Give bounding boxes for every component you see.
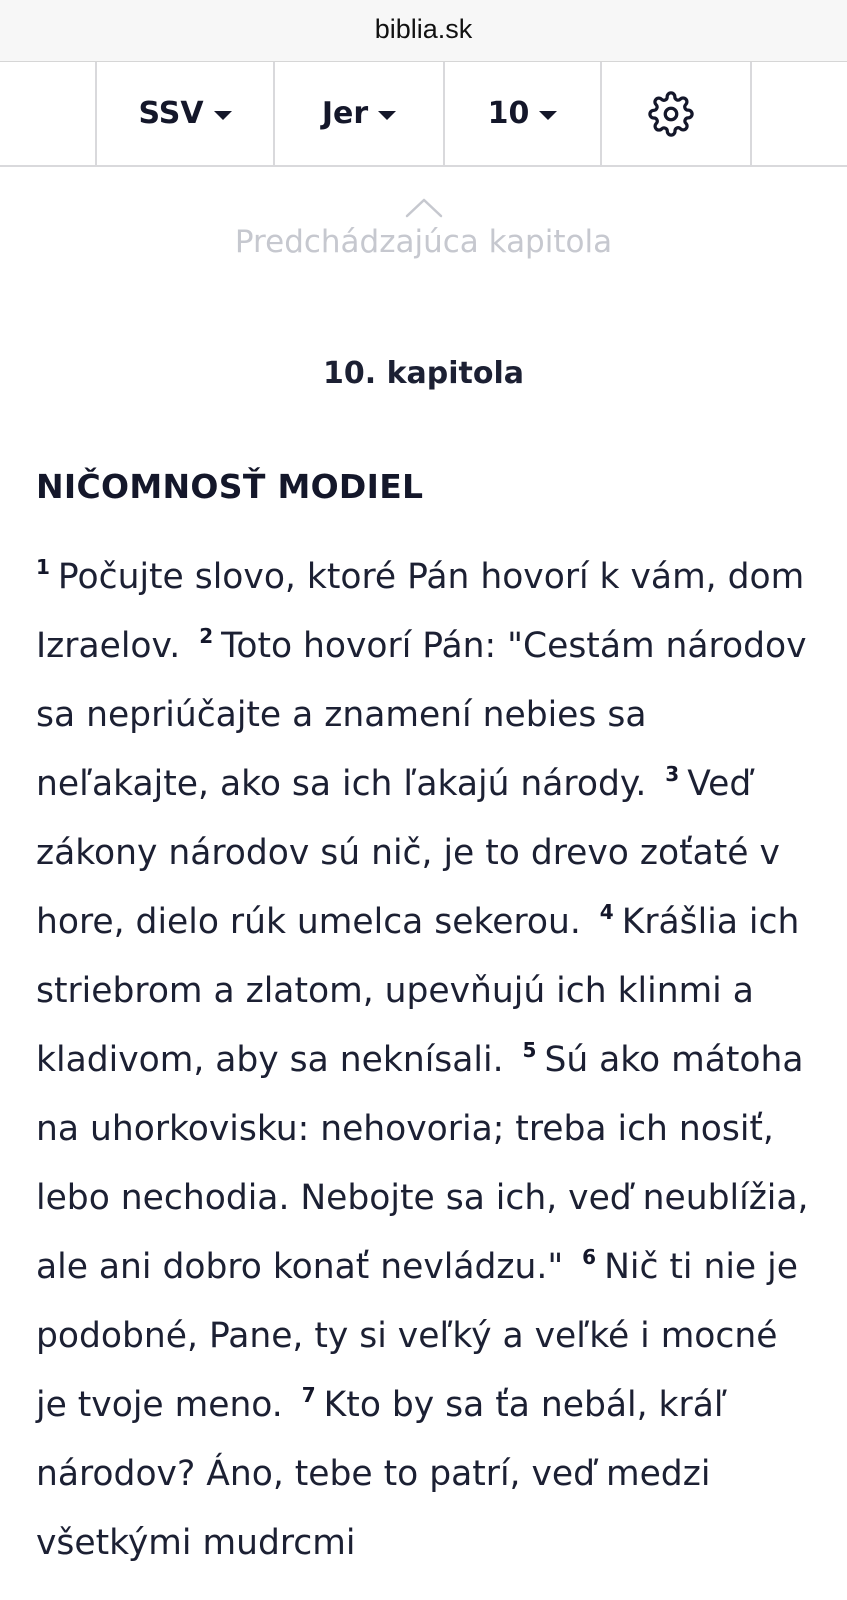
translation-label: SSV: [138, 96, 204, 131]
book-label: Jer: [321, 96, 369, 131]
chapter-title: 10. kapitola: [322, 356, 525, 391]
verse-number[interactable]: 1: [36, 555, 50, 579]
chapter-label: 10: [487, 96, 530, 131]
verse-text: Toto hovorí Pán: "Cestám národov sa nepriúčajte a znamení nebies sa neľakajte, ako sa ich ľakajú národy.: [36, 626, 807, 804]
url-text[interactable]: biblia.sk: [374, 14, 473, 44]
verse-number[interactable]: 7: [301, 1383, 316, 1407]
chapter-text: [36, 543, 816, 1578]
verse-number[interactable]: 3: [665, 762, 680, 786]
verse-number[interactable]: 5: [522, 1038, 537, 1062]
settings-button[interactable]: [600, 62, 740, 165]
previous-chapter-link[interactable]: [0, 196, 847, 286]
caret-down-icon: [378, 111, 396, 120]
translation-selector[interactable]: [95, 62, 273, 165]
verse-text: Krášlia ich striebrom a zlatom, upevňujú ich klinmi a kladivom, aby sa neknísali.: [36, 902, 800, 1080]
verse-text: Nič ti nie je podobné, Pane, ty si veľký a veľké i mocné je tvoje meno.: [36, 1247, 798, 1425]
previous-chapter-label: Predchádzajúca kapitola: [234, 224, 613, 260]
verse-text: Počujte slovo, ktoré Pán hovorí k vám, dom Izraelov.: [36, 557, 805, 666]
book-selector[interactable]: [273, 62, 443, 165]
verse-text: Sú ako mátoha na uhorkovisku: nehovoria; treba ich nosiť, lebo nechodia. Nebojte sa ich, veď neublížia, ale ani dobro konať nevládzu.": [36, 1040, 809, 1287]
gear-icon: [648, 91, 694, 137]
verse-number[interactable]: 4: [599, 900, 614, 924]
caret-down-icon: [214, 111, 232, 120]
chapter-selector[interactable]: [443, 62, 600, 165]
chevron-up-icon: [404, 196, 444, 218]
section-heading: NIČOMNOSŤ MODIEL: [36, 467, 424, 506]
browser-address-bar[interactable]: [0, 0, 847, 62]
verse-text: Kto by sa ťa nebál, kráľ národov? Áno, tebe to patrí, veď medzi všetkými mudrcmi: [36, 1385, 727, 1563]
reader-toolbar: [0, 62, 847, 167]
verse-number[interactable]: 2: [199, 624, 214, 648]
caret-down-icon: [539, 111, 557, 120]
verse-number[interactable]: 6: [582, 1245, 597, 1269]
verse-text: Veď zákony národov sú nič, je to drevo zoťaté v hore, dielo rúk umelca sekerou.: [36, 764, 780, 942]
toolbar-divider: [750, 62, 752, 165]
